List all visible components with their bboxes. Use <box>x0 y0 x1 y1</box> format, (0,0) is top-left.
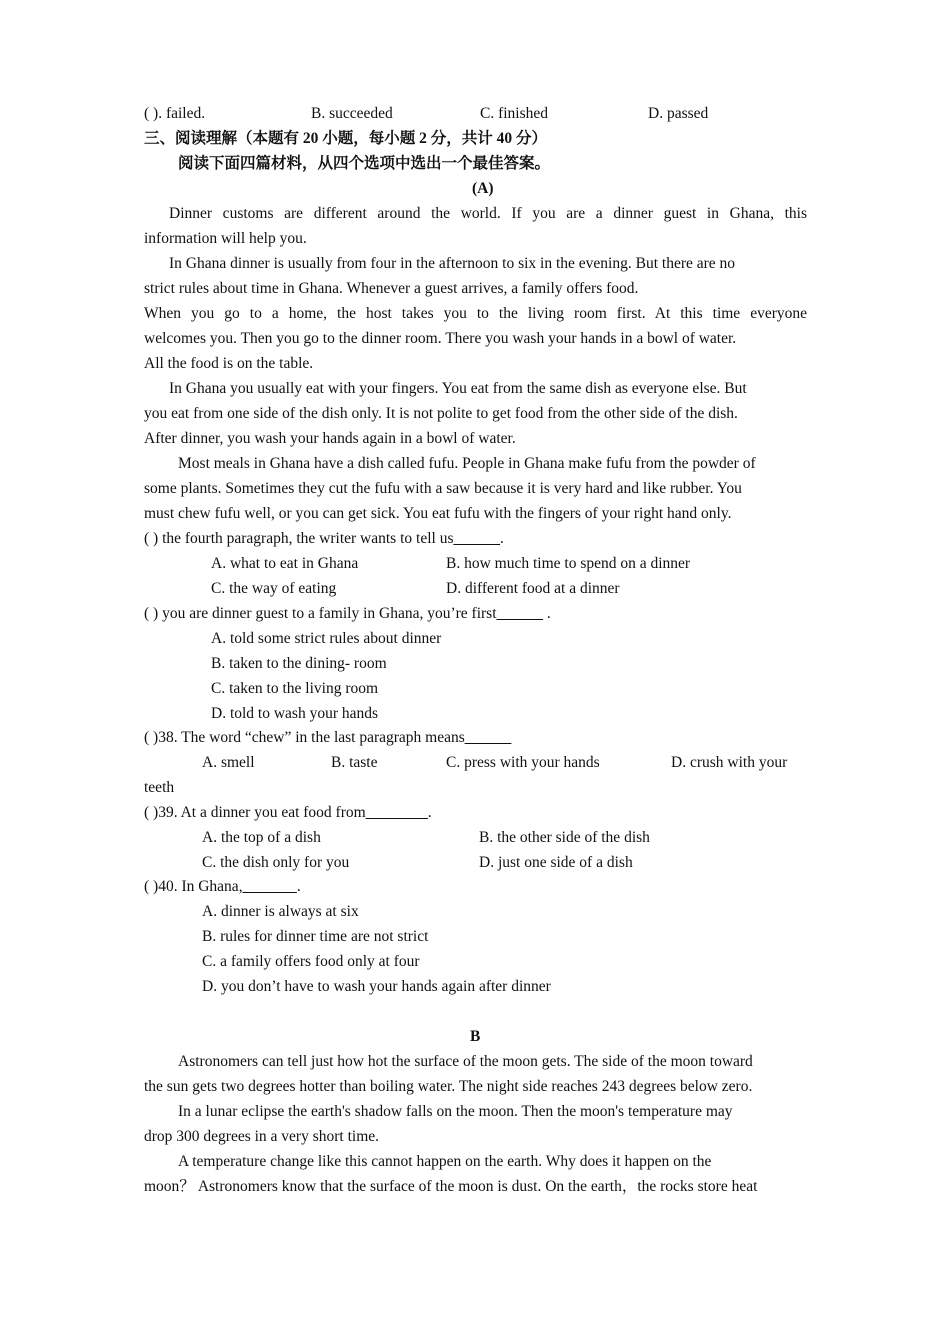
passage-b-line: drop 300 degrees in a very short time. <box>144 1128 380 1145</box>
passage-a-label: (A) <box>472 180 494 197</box>
option-a: A. the top of a dish <box>202 829 321 846</box>
option-d: D. just one side of a dish <box>479 854 633 871</box>
question-stem: ( )38. The word “chew” in the last paragraph means______ <box>144 729 512 746</box>
passage-a-line: After dinner, you wash your hands again in a bowl of water. <box>144 430 516 447</box>
option-d: D. told to wash your hands <box>211 705 379 722</box>
prev-question-option-b: B. succeeded <box>311 105 393 122</box>
passage-a-line: Most meals in Ghana have a dish called fufu. People in Ghana make fufu from the powder of <box>178 455 756 472</box>
answer-blank: ______ <box>464 729 512 746</box>
answer-blank: ______ <box>453 530 500 547</box>
passage-b-line: moon？ Astronomers know that the surface of the moon is dust. On the earth，the rocks store heat <box>144 1178 758 1195</box>
passage-b-line: A temperature change like this cannot happen on the earth. Why does it happen on the <box>178 1153 712 1170</box>
section-instruction: 阅读下面四篇材料，从四个选项中选出一个最佳答案。 <box>178 155 551 172</box>
question-stem: ( )40. In Ghana,_______. <box>144 878 301 895</box>
option-b: B. taken to the dining- room <box>211 655 387 672</box>
passage-b-label: B <box>470 1028 481 1045</box>
passage-a-line: In Ghana you usually eat with your fingers. You eat from the same dish as everyone else. But <box>169 380 747 397</box>
question-stem: ( )39. At a dinner you eat food from________. <box>144 804 432 821</box>
option-b: B. the other side of the dish <box>479 829 650 846</box>
passage-a-line: some plants. Sometimes they cut the fufu with a saw because it is very hard and like rubber. You <box>144 480 742 497</box>
option-a: A. smell <box>202 754 255 771</box>
option-d-wrap: teeth <box>144 779 175 796</box>
prev-question-option-c: C. finished <box>480 105 549 122</box>
option-a: A. told some strict rules about dinner <box>211 630 442 647</box>
option-c: C. the way of eating <box>211 580 337 597</box>
passage-a-line: All the food is on the table. <box>144 355 314 372</box>
answer-blank: _______ <box>242 878 297 895</box>
prev-question-option-d: D. passed <box>648 105 709 122</box>
passage-a-line: When you go to a home, the host takes you to the living room first. At this time everyone <box>144 305 807 322</box>
passage-a-line: information will help you. <box>144 230 307 247</box>
question-stem: ( ) the fourth paragraph, the writer wants to tell us______. <box>144 530 504 547</box>
option-b: B. how much time to spend on a dinner <box>446 555 691 572</box>
passage-a-line: strict rules about time in Ghana. Whenever a guest arrives, a family offers food. <box>144 280 639 297</box>
passage-a-line: In Ghana dinner is usually from four in the afternoon to six in the evening. But there are no <box>169 255 736 272</box>
passage-b-line: the sun gets two degrees hotter than boiling water. The night side reaches 243 degrees below zero. <box>144 1078 753 1095</box>
option-b: B. taste <box>331 754 378 771</box>
option-a: A. what to eat in Ghana <box>211 555 359 572</box>
answer-blank: ________ <box>365 804 428 821</box>
prev-question-stem: ( ). failed. <box>144 105 206 122</box>
option-d: D. crush with your <box>671 754 788 771</box>
option-a: A. dinner is always at six <box>202 903 359 920</box>
passage-a-line: Dinner customs are different around the world. If you are a dinner guest in Ghana, this <box>169 205 807 222</box>
answer-blank: ______ <box>496 605 544 622</box>
option-d: D. different food at a dinner <box>446 580 620 597</box>
passage-b-line: Astronomers can tell just how hot the surface of the moon gets. The side of the moon toward <box>178 1053 753 1070</box>
option-c: C. press with your hands <box>446 754 600 771</box>
question-stem: ( ) you are dinner guest to a family in Ghana, you’re first______ . <box>144 605 551 622</box>
passage-b-line: In a lunar eclipse the earth's shadow falls on the moon. Then the moon's temperature may <box>178 1103 733 1120</box>
option-b: B. rules for dinner time are not strict <box>202 928 429 945</box>
passage-a-line: you eat from one side of the dish only. It is not polite to get food from the other side of the dish. <box>144 405 738 422</box>
option-c: C. the dish only for you <box>202 854 350 871</box>
option-d: D. you don’t have to wash your hands again after dinner <box>202 978 551 995</box>
passage-a-line: must chew fufu well, or you can get sick. You eat fufu with the fingers of your right hand only. <box>144 505 732 522</box>
section-title: 三、阅读理解（本题有 20 小题，每小题 2 分，共计 40 分） <box>144 130 548 147</box>
passage-a-line: welcomes you. Then you go to the dinner room. There you wash your hands in a bowl of water. <box>144 330 737 347</box>
option-c: C. taken to the living room <box>211 680 379 697</box>
option-c: C. a family offers food only at four <box>202 953 420 970</box>
